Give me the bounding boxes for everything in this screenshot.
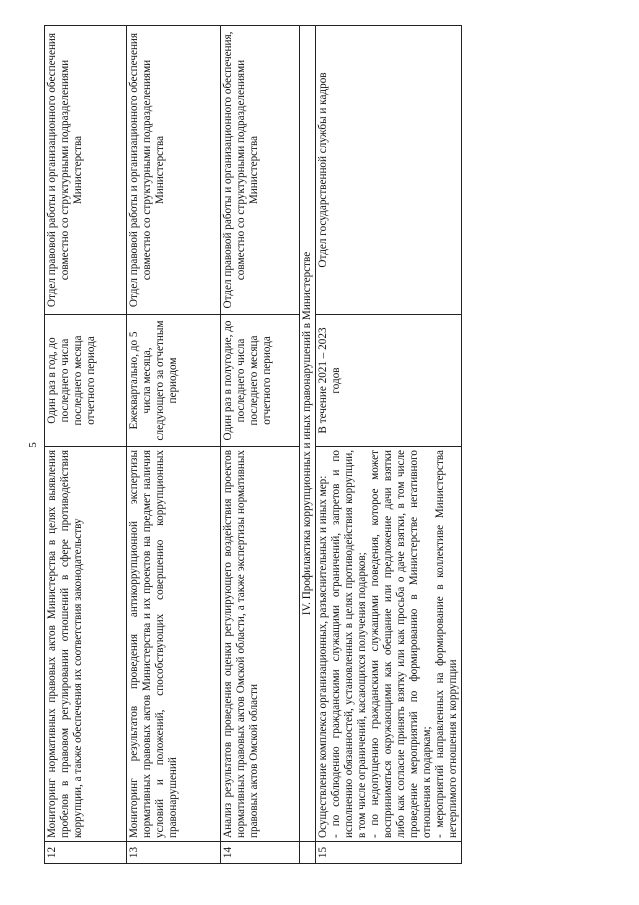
term-cell: Ежеквартально, до 5 числа месяца, следующего за отчетным периодом — [127, 315, 221, 447]
action-line: Осуществление комплекса организационных, разъяснительных и иных мер: — [316, 475, 329, 838]
rotated-page-content — [27, 26, 586, 864]
section-title: IV. Профилактика коррупционных и иных правонарушений в Министерстве — [300, 26, 316, 842]
table-row — [45, 26, 127, 864]
term-cell: В течение 2021 – 2023 годов — [315, 315, 461, 447]
action-cell: Анализ результатов проведения оценки регулирующего воздействия проектов нормативных правовых актов Омской области, а также экспертизы нормативных правовых актов Омской области — [221, 447, 300, 842]
table-row — [221, 26, 300, 864]
page-number: 5 — [27, 442, 39, 448]
section-row — [300, 26, 316, 864]
section-number-cell — [300, 842, 316, 864]
row-number: 14 — [221, 842, 300, 864]
row-number: 15 — [315, 842, 461, 864]
responsible-cell: Отдел государственной службы и кадров — [315, 26, 461, 315]
responsible-cell: Отдел правовой работы и организационного обеспечения совместно со структурными подразделениями Министерства — [45, 26, 127, 315]
action-cell — [315, 447, 461, 842]
anticorruption-plan-table — [44, 25, 462, 864]
term-cell: Один раз в полугодие, до последнего числа последнего месяца отчетного периода — [221, 315, 300, 447]
action-cell: Мониторинг нормативных правовых актов Министерства в целях выявления пробелов в правовом регулировании отношений в сфере противодействия коррупции, а также обеспечения их соответствия законодательству — [45, 447, 127, 842]
row-number: 13 — [127, 842, 221, 864]
table-row — [127, 26, 221, 864]
action-line: - по недопущению гражданскими служащими поведения, которое может восприниматься окружающими как обещание или предложение дачи взятки либо как согласие принять взятку или как просьба о даче взятки, в том числе проведение мероприятий по формированию в Министерстве негативного отношения к подаркам; — [368, 450, 433, 838]
row-number: 12 — [45, 842, 127, 864]
action-line: - по соблюдению гражданскими служащими ограничений, запретов и по исполнению обязанностей, установленных в целях противодействия коррупции, в том числе ограничений, касающихся получения подарков; — [329, 450, 368, 838]
responsible-cell: Отдел правовой работы и организационного обеспечения, совместно со структурными подразделениями Министерства — [221, 26, 300, 315]
action-line: - мероприятий направленных на формирование в коллективе Министерства нетерпимого отношения к коррупции — [433, 450, 459, 838]
term-cell: Один раз в год, до последнего числа последнего месяца отчетного периода — [45, 315, 127, 447]
responsible-cell: Отдел правовой работы и организационного обеспечения совместно со структурными подразделениями Министерства — [127, 26, 221, 315]
table-row — [315, 26, 461, 864]
action-cell: Мониторинг результатов проведения антикоррупционной экспертизы нормативных правовых актов Министерства и их проектов на предмет наличия условий и положений, способствующих совершению коррупционных правонарушений — [127, 447, 221, 842]
